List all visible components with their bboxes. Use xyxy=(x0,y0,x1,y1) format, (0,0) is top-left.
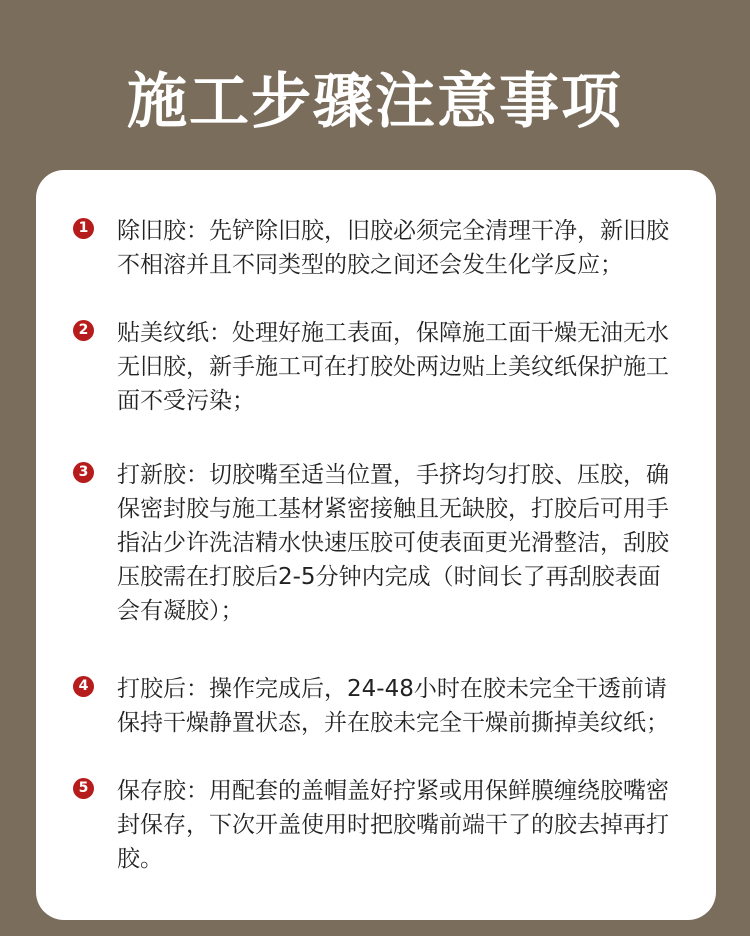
step-text-line: 胶。 xyxy=(117,846,163,872)
step-text-line: 保存胶：用配套的盖帽盖好拧紧或用保鲜膜缠绕胶嘴密 xyxy=(117,778,669,804)
step-text-line: 封保存，下次开盖使用时把胶嘴前端干了的胶去掉再打 xyxy=(117,812,669,838)
step-text xyxy=(117,316,677,418)
step-text-line: 保持干燥静置状态，并在胶未完全干燥前撕掉美纹纸； xyxy=(117,710,669,736)
step-text-line: 打胶后：操作完成后，24-48小时在胶未完全干透前请 xyxy=(117,676,667,702)
step-number-badge: 5 xyxy=(73,778,94,799)
step-number-badge: 1 xyxy=(73,218,94,239)
step-text xyxy=(117,672,677,740)
step-text-line: 指沾少许洗洁精水快速压胶可使表面更光滑整洁，刮胶 xyxy=(117,530,669,556)
step-text xyxy=(117,774,677,876)
step-text xyxy=(117,458,677,628)
step-number-badge: 4 xyxy=(73,676,94,697)
step-text-line: 面不受污染； xyxy=(117,388,255,414)
step-text-line: 打新胶：切胶嘴至适当位置，手挤均匀打胶、压胶，确 xyxy=(117,462,669,488)
step-text-line: 会有凝胶）； xyxy=(117,598,244,624)
step-text xyxy=(117,214,677,282)
step-number-badge: 3 xyxy=(73,462,94,483)
step-text-line: 贴美纹纸：处理好施工表面，保障施工面干燥无油无水 xyxy=(117,320,669,346)
step-text-line: 无旧胶，新手施工可在打胶处两边贴上美纹纸保护施工 xyxy=(117,354,669,380)
notes-card xyxy=(36,170,716,920)
step-text-line: 保密封胶与施工基材紧密接触且无缺胶，打胶后可用手 xyxy=(117,496,669,522)
step-text-line: 除旧胶：先铲除旧胶，旧胶必须完全清理干净，新旧胶 xyxy=(117,218,669,244)
step-text-line: 不相溶并且不同类型的胶之间还会发生化学反应； xyxy=(117,252,623,278)
step-number-badge: 2 xyxy=(73,320,94,341)
page-title: 施工步骤注意事项 xyxy=(127,67,623,137)
step-text-line: 压胶需在打胶后2-5分钟内完成（时间长了再刮胶表面 xyxy=(117,564,661,590)
